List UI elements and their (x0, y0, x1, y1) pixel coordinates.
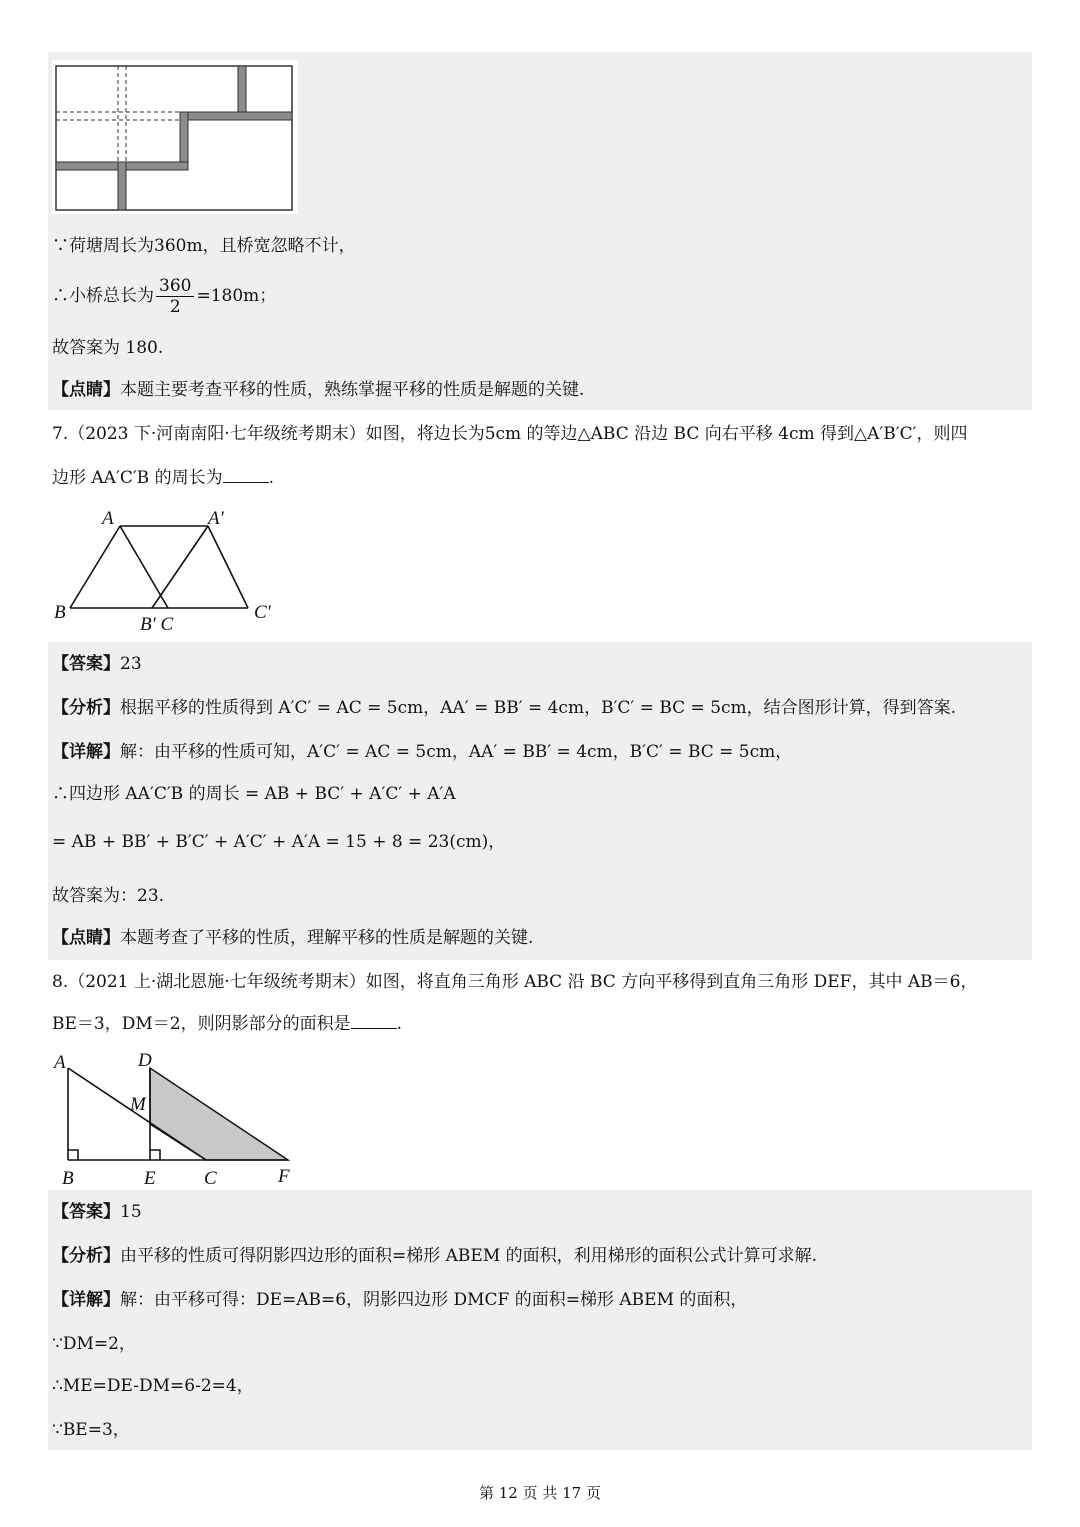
q8-stem-prefix: BE＝3，DM＝2，则阴影部分的面积是 (52, 1014, 351, 1034)
text-prefix: ∴小桥总长为 (52, 286, 154, 306)
a8-detail (52, 1288, 747, 1312)
a7-analysis (52, 696, 956, 720)
text-line: ∵荷塘周长为360m，且桥宽忽略不计， (52, 236, 356, 256)
a7-step2: = AB + BB′ + B′C′ + A′C′ + A′A = 15 + 8 = 23(cm)， (52, 832, 506, 852)
q8-stem-line2 (52, 1012, 402, 1036)
label-C: C (204, 1168, 217, 1189)
q7-triangle-figure (48, 504, 288, 634)
label-F: F (278, 1166, 290, 1187)
q7-stem-prefix: 边形 AA′C′B 的周长为 (52, 468, 223, 488)
analysis-text: 由平移的性质可得阴影四边形的面积=梯形 ABEM 的面积，利用梯形的面积公式计算可求解. (120, 1246, 818, 1266)
fraction-denominator: 2 (169, 297, 181, 317)
note-text: 本题主要考查平移的性质，熟练掌握平移的性质是解题的关键. (120, 380, 585, 400)
answer-blank (223, 466, 269, 483)
fraction (156, 276, 194, 317)
label-B: B (62, 1168, 74, 1189)
q8-right-triangle-figure (48, 1046, 308, 1192)
label-E: E (144, 1168, 156, 1189)
label-C-prime: C′ (254, 602, 271, 623)
label-B-prime-C: B′ C (140, 614, 174, 634)
a8-analysis (52, 1244, 817, 1268)
page-footer: 第 12 页 共 17 页 (478, 1484, 601, 1502)
q8-stem-suffix: . (396, 1014, 402, 1034)
label-A: A (102, 508, 114, 529)
label-M: M (130, 1094, 146, 1115)
answer-value: 23 (120, 654, 142, 674)
answer-line: 故答案为 180. (52, 338, 164, 358)
a7-step1: ∴四边形 AA′C′B 的周长 = AB + BC′ + A′C′ + A′A (52, 784, 456, 804)
note-tag: 【点睛】 (52, 380, 120, 400)
answer-blank (351, 1012, 397, 1029)
a8-step3: ∵BE=3， (52, 1420, 130, 1440)
text-suffix: =180m； (196, 286, 277, 306)
analysis-tag: 【分析】 (52, 698, 120, 718)
a8-answer (52, 1200, 142, 1224)
note-text: 本题考查了平移的性质，理解平移的性质是解题的关键. (120, 928, 534, 948)
fraction-numerator: 360 (156, 276, 194, 297)
answer-tag: 【答案】 (52, 654, 120, 674)
note-line (52, 378, 584, 402)
a8-step2: ∴ME=DE-DM=6-2=4， (52, 1376, 254, 1396)
label-A: A (54, 1052, 66, 1073)
a7-note (52, 926, 533, 950)
a8-step1: ∵DM=2， (52, 1334, 136, 1354)
answer-tag: 【答案】 (52, 1202, 120, 1222)
a7-detail (52, 740, 792, 764)
analysis-tag: 【分析】 (52, 1246, 120, 1266)
q7-stem-suffix: . (268, 468, 274, 488)
label-A-prime: A′ (208, 508, 224, 529)
shaded-region (150, 1068, 288, 1160)
answer-value: 15 (120, 1202, 142, 1222)
label-D: D (138, 1050, 152, 1071)
a7-final: 故答案为：23. (52, 886, 165, 906)
note-tag: 【点睛】 (52, 928, 120, 948)
analysis-text: 根据平移的性质得到 A′C′ = AC = 5cm，AA′ = BB′ = 4cm，B′C′ = BC = 5cm，结合图形计算，得到答案. (120, 698, 957, 718)
a7-answer (52, 652, 142, 676)
answer-block-q8 (48, 1190, 1032, 1450)
detail-text: 解：由平移可得：DE=AB=6，阴影四边形 DMCF 的面积=梯形 ABEM 的面积， (120, 1290, 748, 1310)
pond-bridge-figure (52, 60, 298, 214)
bridge-length-line (52, 272, 276, 320)
label-B: B (54, 602, 66, 623)
detail-tag: 【详解】 (52, 1290, 120, 1310)
q8-stem-line1: 8.（2021 上·湖北恩施·七年级统考期末）如图，将直角三角形 ABC 沿 BC 方向平移得到直角三角形 DEF，其中 AB＝6， (52, 972, 978, 992)
q7-stem-line2 (52, 466, 274, 490)
q7-stem-line1: 7.（2023 下·河南南阳·七年级统考期末）如图，将边长为5cm 的等边△ABC 沿边 BC 向右平移 4cm 得到△A′B′C′，则四 (52, 424, 968, 444)
detail-text: 解：由平移的性质可知，A′C′ = AC = 5cm，AA′ = BB′ = 4cm，B′C′ = BC = 5cm， (120, 742, 793, 762)
detail-tag: 【详解】 (52, 742, 120, 762)
